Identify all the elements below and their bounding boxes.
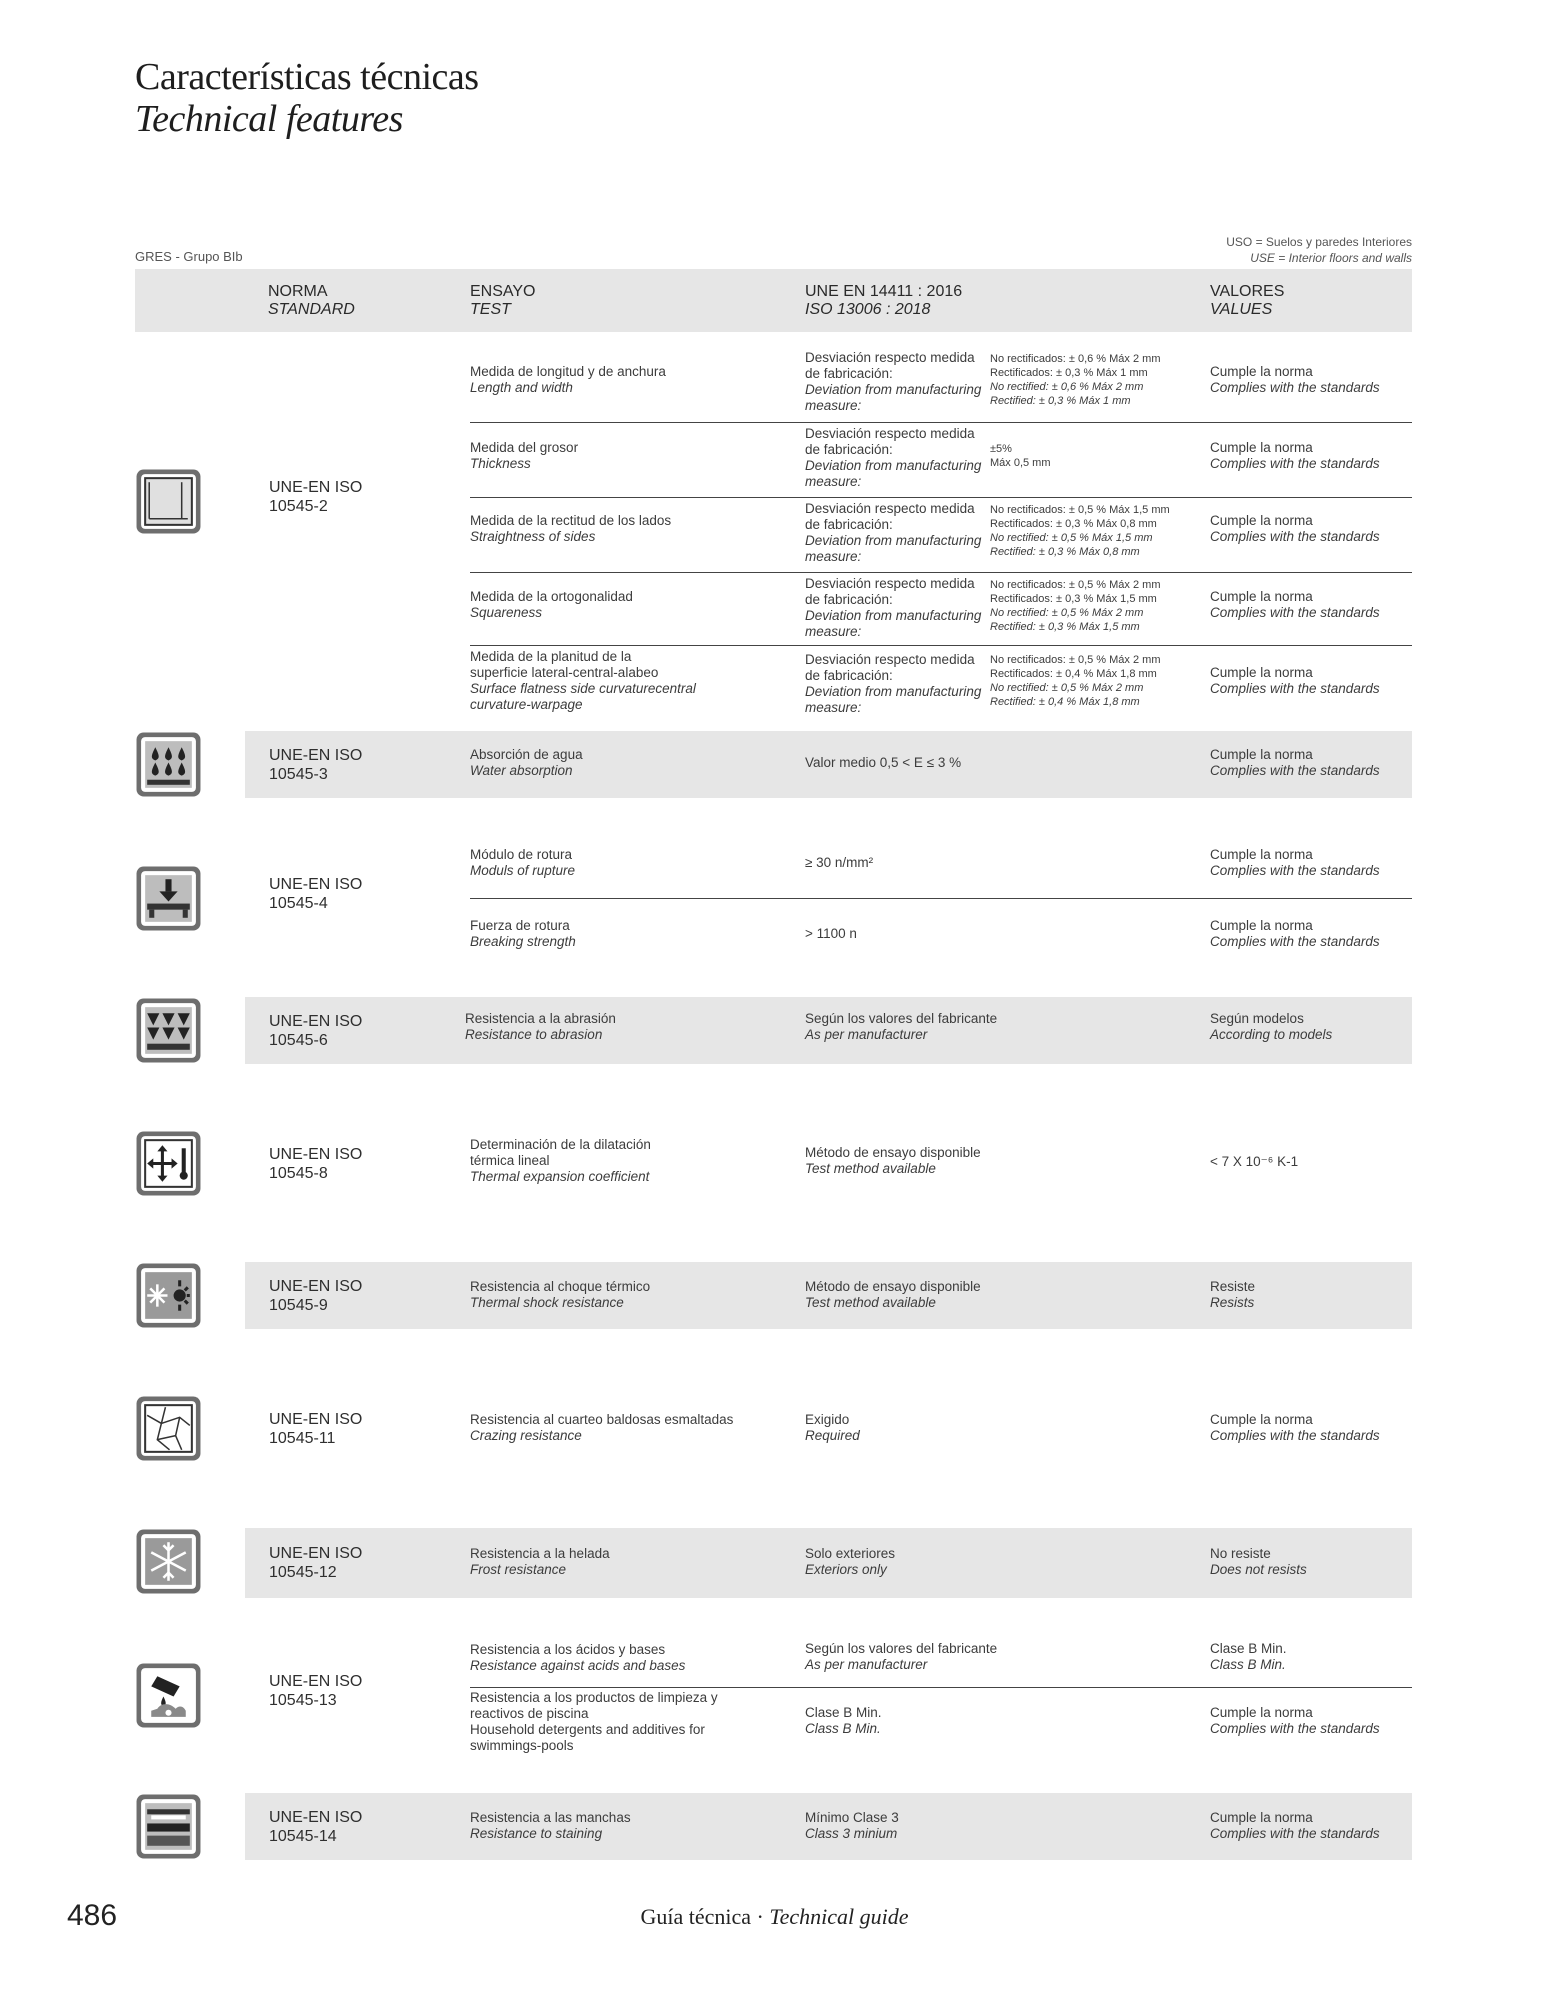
table-row	[135, 903, 1412, 963]
tolerance-detail	[990, 503, 1180, 559]
test-name-en: Thermal shock resistance	[470, 1295, 624, 1310]
header-valores-es: VALORES	[1210, 283, 1285, 300]
header-ensayo-es: ENSAYO	[470, 283, 536, 300]
requirement-es: Exigido	[805, 1412, 850, 1427]
test-name-es: Absorción de agua	[470, 747, 583, 762]
value-en: Complies with the standards	[1210, 934, 1380, 949]
deviation-es: Desviación respecto medida de fabricación:	[805, 426, 975, 457]
requirement-cell	[805, 1810, 1185, 1842]
tolerance-line: No rectified: ± 0,6 % Máx 2 mm	[990, 381, 1144, 393]
test-name-en: Thermal expansion coefficient	[470, 1169, 650, 1184]
test-name-es: Resistencia al cuarteo baldosas esmaltadas	[470, 1412, 734, 1427]
norma-label: UNE-EN ISO 10545-13	[269, 1673, 363, 1709]
test-name-es: Determinación de la dilatación	[470, 1137, 651, 1152]
value-en: Complies with the standards	[1210, 1826, 1380, 1841]
requirement-es: Mínimo Clase 3	[805, 1810, 899, 1825]
tolerance-line: No rectificados: ± 0,5 % Máx 1,5 mm	[990, 504, 1170, 516]
value-es: Resiste	[1210, 1279, 1256, 1294]
requirement-es: Clase B Min.	[805, 1705, 882, 1720]
tolerance-line: Rectified: ± 0,4 % Máx 1,8 mm	[990, 696, 1140, 708]
tolerance-line: Rectified: ± 0,3 % Máx 1,5 mm	[990, 621, 1140, 633]
tolerance-line: Rectified: ± 0,3 % Máx 1 mm	[990, 395, 1131, 407]
value-cell	[1210, 665, 1410, 697]
test-name-es: Resistencia a la abrasión	[465, 1011, 616, 1026]
test-name	[470, 1137, 790, 1185]
value-en: Complies with the standards	[1210, 529, 1380, 544]
tolerance-detail	[990, 653, 1180, 709]
staining-icon	[135, 1793, 202, 1860]
tolerance-line: Rectificados: ± 0,4 % Máx 1,8 mm	[990, 668, 1157, 680]
requirement-es: Según los valores del fabricante	[805, 1011, 998, 1026]
use-note	[1226, 234, 1412, 266]
test-name-es: Medida de la ortogonalidad	[470, 589, 633, 604]
test-name-en: swimmings-pools	[470, 1738, 574, 1753]
header-une-en: ISO 13006 : 2018	[805, 301, 931, 318]
norma-label: UNE-EN ISO 10545-9	[269, 1278, 363, 1314]
requirement-es: Solo exteriores	[805, 1546, 896, 1561]
deviation-es: Desviación respecto medida de fabricación:	[805, 501, 975, 532]
test-name-en: Straightness of sides	[470, 529, 596, 544]
use-es: USO = Suelos y paredes Interiores	[1226, 235, 1412, 249]
value-es: Cumple la norma	[1210, 747, 1313, 762]
value-en: Complies with the standards	[1210, 1721, 1380, 1736]
requirement-es: Método de ensayo disponible	[805, 1145, 981, 1160]
table-row	[135, 576, 1412, 638]
row-divider	[470, 422, 1412, 423]
value-cell	[1210, 1810, 1410, 1842]
test-name	[470, 589, 790, 621]
norma-label: UNE-EN ISO 10545-4	[269, 876, 363, 912]
norma-label: UNE-EN ISO 10545-12	[269, 1545, 363, 1581]
test-name	[470, 513, 790, 545]
table-row	[135, 426, 1412, 488]
test-name	[470, 1412, 790, 1444]
deviation-label	[805, 350, 985, 414]
test-name-es: Fuerza de rotura	[470, 918, 570, 933]
header-norma	[268, 283, 355, 319]
table-row	[135, 350, 1412, 412]
value-cell	[1210, 747, 1410, 779]
tolerance-detail	[990, 578, 1180, 634]
test-group-10545-8	[135, 1130, 1412, 1197]
abrasion-icon	[135, 997, 202, 1064]
test-name-es: térmica lineal	[470, 1153, 550, 1168]
requirement-en: Class 3 minium	[805, 1826, 898, 1841]
deviation-label	[805, 426, 985, 490]
norma-label: UNE-EN ISO 10545-2	[269, 479, 363, 515]
test-name	[470, 1690, 790, 1754]
frost-icon	[135, 1528, 202, 1595]
test-name-en: Water absorption	[470, 763, 573, 778]
test-name-en: Resistance against acids and bases	[470, 1658, 686, 1673]
test-name-es: Resistencia a los ácidos y bases	[470, 1642, 666, 1657]
table-row	[135, 649, 1412, 717]
value-cell	[1210, 1641, 1410, 1673]
value-cell	[1210, 1546, 1410, 1578]
value-cell: < 7 X 10⁻⁶ K-1	[1210, 1154, 1299, 1169]
value-cell	[1210, 847, 1410, 879]
test-name-es: Resistencia a la helada	[470, 1546, 610, 1561]
value-cell	[1210, 1279, 1410, 1311]
table-header	[135, 269, 1412, 332]
test-name-en: Thickness	[470, 456, 531, 471]
value-es: Cumple la norma	[1210, 364, 1313, 379]
norma-label: UNE-EN ISO 10545-11	[269, 1411, 363, 1447]
deviation-en: Deviation from manufacturing measure:	[805, 533, 982, 564]
test-name-en: Moduls of rupture	[470, 863, 576, 878]
test-name-es: Módulo de rotura	[470, 847, 573, 862]
value-cell	[1210, 918, 1410, 950]
test-name-en: Household detergents and additives for	[470, 1722, 705, 1737]
tolerance-line: No rectificados: ± 0,5 % Máx 2 mm	[990, 654, 1161, 666]
test-group-10545-13	[135, 1628, 1412, 1768]
value-en: Complies with the standards	[1210, 456, 1380, 471]
test-name	[470, 918, 790, 950]
header-une-es: UNE EN 14411 : 2016	[805, 283, 963, 300]
thermal-expansion-icon	[135, 1130, 202, 1197]
material-group-label: GRES - Grupo BIb	[135, 249, 243, 264]
header-norma-es: NORMA	[268, 283, 328, 300]
value-cell	[1210, 440, 1410, 472]
norma-label: UNE-EN ISO 10545-6	[269, 1013, 363, 1049]
test-name-es: Resistencia al choque térmico	[470, 1279, 651, 1294]
header-norma-en: STANDARD	[268, 301, 355, 318]
value-cell	[1210, 589, 1410, 621]
table-row	[135, 501, 1412, 563]
test-name	[470, 440, 790, 472]
test-name-en: Length and width	[470, 380, 573, 395]
test-name-es: Medida del grosor	[470, 440, 579, 455]
test-name-en: Resistance to abrasion	[465, 1027, 603, 1042]
tolerance-line: No rectificados: ± 0,6 % Máx 2 mm	[990, 353, 1161, 365]
value-cell	[1210, 364, 1410, 396]
value-en: Complies with the standards	[1210, 763, 1380, 778]
test-group-10545-3	[135, 731, 1412, 798]
header-valores-en: VALUES	[1210, 301, 1273, 318]
value-es: Cumple la norma	[1210, 1705, 1313, 1720]
value-en: According to models	[1210, 1027, 1333, 1042]
test-name-es: Medida de la rectitud de los lados	[470, 513, 672, 528]
requirement-cell	[805, 1546, 1185, 1578]
deviation-en: Deviation from manufacturing measure:	[805, 684, 982, 715]
row-divider	[470, 1687, 1412, 1688]
test-name	[470, 1546, 790, 1578]
value-es: Cumple la norma	[1210, 1412, 1313, 1427]
test-name	[470, 747, 790, 779]
test-group-10545-4	[135, 835, 1412, 965]
test-name-en: Crazing resistance	[470, 1428, 582, 1443]
value-cell	[1210, 513, 1410, 545]
test-group-10545-9	[135, 1262, 1412, 1329]
requirement-en: As per manufacturer	[805, 1027, 928, 1042]
test-group-10545-6	[135, 997, 1412, 1064]
row-divider	[470, 572, 1412, 573]
test-name-es: Medida de longitud y de anchura	[470, 364, 666, 379]
water-drops-icon	[135, 731, 202, 798]
deviation-es: Desviación respecto medida de fabricación:	[805, 350, 975, 381]
value-en: Resists	[1210, 1295, 1255, 1310]
row-divider	[470, 898, 1412, 899]
value-es: Cumple la norma	[1210, 440, 1313, 455]
value-en: Complies with the standards	[1210, 605, 1380, 620]
deviation-label	[805, 501, 985, 565]
value-cell	[1210, 1011, 1410, 1043]
value-es: Cumple la norma	[1210, 665, 1313, 680]
tolerance-line: No rectified: ± 0,5 % Máx 1,5 mm	[990, 532, 1153, 544]
thermal-shock-icon	[135, 1262, 202, 1329]
test-name	[470, 1279, 790, 1311]
deviation-es: Desviación respecto medida de fabricación:	[805, 576, 975, 607]
footer-guide-es: Guía técnica ·	[640, 1904, 764, 1929]
requirement-cell	[805, 1011, 1185, 1043]
value-es: Cumple la norma	[1210, 513, 1313, 528]
value-en: Complies with the standards	[1210, 1428, 1380, 1443]
requirement-en: Test method available	[805, 1161, 936, 1176]
test-name-en: Frost resistance	[470, 1562, 567, 1577]
value-es: Cumple la norma	[1210, 918, 1313, 933]
tolerance-line: No rectificados: ± 0,5 % Máx 2 mm	[990, 579, 1161, 591]
requirement-en: Test method available	[805, 1295, 936, 1310]
value-es: No resiste	[1210, 1546, 1271, 1561]
header-une	[805, 283, 962, 319]
deviation-en: Deviation from manufacturing measure:	[805, 382, 982, 413]
test-name-en: Breaking strength	[470, 934, 576, 949]
use-en: USE = Interior floors and walls	[1250, 251, 1412, 265]
test-name	[470, 1810, 790, 1842]
deviation-en: Deviation from manufacturing measure:	[805, 608, 982, 639]
test-name-en: curvature-warpage	[470, 697, 583, 712]
test-name-es: Medida de la planitud de la	[470, 649, 632, 664]
test-name-es: Resistencia a los productos de limpieza y	[470, 1690, 718, 1705]
footer-guide	[0, 1904, 1549, 1930]
value-en: Complies with the standards	[1210, 863, 1380, 878]
requirement-cell	[805, 1705, 1185, 1737]
footer-guide-en: Technical guide	[769, 1904, 909, 1929]
deviation-en: Deviation from manufacturing measure:	[805, 458, 982, 489]
test-name-es: Resistencia a las manchas	[470, 1810, 631, 1825]
deviation-label	[805, 652, 985, 716]
test-name	[470, 1642, 790, 1674]
value-en: Does not resists	[1210, 1562, 1307, 1577]
requirement-cell	[805, 1641, 1185, 1673]
value-en: Complies with the standards	[1210, 380, 1380, 395]
test-group-10545-11	[135, 1395, 1412, 1462]
value-es: Según modelos	[1210, 1011, 1304, 1026]
value-es: Cumple la norma	[1210, 847, 1313, 862]
requirement-cell	[805, 1279, 1185, 1311]
norma-label: UNE-EN ISO 10545-3	[269, 747, 363, 783]
tolerance-line: Máx 0,5 mm	[990, 457, 1051, 469]
requirement-es: Método de ensayo disponible	[805, 1279, 981, 1294]
test-group-10545-12	[135, 1528, 1412, 1598]
requirement-cell	[805, 1145, 1185, 1177]
title-en: Technical features	[135, 98, 403, 140]
requirement-en: Class B Min.	[805, 1721, 881, 1736]
requirement-en: Required	[805, 1428, 860, 1443]
test-name-es: reactivos de piscina	[470, 1706, 589, 1721]
tolerance-line: No rectified: ± 0,5 % Máx 2 mm	[990, 682, 1144, 694]
tolerance-line: ±5%	[990, 443, 1012, 455]
test-name-en: Squareness	[470, 605, 543, 620]
norma-label: UNE-EN ISO 10545-8	[269, 1146, 363, 1182]
test-name-en: Resistance to staining	[470, 1826, 603, 1841]
crazing-icon	[135, 1395, 202, 1462]
row-divider	[470, 497, 1412, 498]
tolerance-line: Rectificados: ± 0,3 % Máx 0,8 mm	[990, 518, 1157, 530]
page-number: 486	[67, 1899, 118, 1932]
requirement-es: Según los valores del fabricante	[805, 1641, 998, 1656]
deviation-es: Desviación respecto medida de fabricación:	[805, 652, 975, 683]
tolerance-line: Rectificados: ± 0,3 % Máx 1,5 mm	[990, 593, 1157, 605]
value-es: Cumple la norma	[1210, 1810, 1313, 1825]
test-group-10545-2	[135, 340, 1412, 715]
table-row	[135, 1690, 1412, 1762]
test-name-es: superficie lateral-central-alabeo	[470, 665, 659, 680]
test-name	[470, 364, 790, 396]
test-name	[470, 847, 790, 879]
test-name	[470, 649, 790, 713]
value-cell	[1210, 1412, 1410, 1444]
norma-label: UNE-EN ISO 10545-14	[269, 1809, 363, 1845]
test-name	[465, 1011, 785, 1043]
tolerance-line: Rectified: ± 0,3 % Máx 0,8 mm	[990, 546, 1140, 558]
table-row	[135, 1628, 1412, 1683]
page-title	[135, 56, 479, 140]
tolerance-detail	[990, 352, 1180, 408]
tolerance-line: No rectified: ± 0,5 % Máx 2 mm	[990, 607, 1144, 619]
test-name-en: Surface flatness side curvaturecentral	[470, 681, 696, 696]
value-cell	[1210, 1705, 1410, 1737]
table-row	[135, 835, 1412, 895]
value-en: Class B Min.	[1210, 1657, 1286, 1672]
requirement-en: As per manufacturer	[805, 1657, 928, 1672]
value-en: Complies with the standards	[1210, 681, 1380, 696]
test-group-10545-14	[135, 1793, 1412, 1860]
deviation-label	[805, 576, 985, 640]
requirement-cell: > 1100 n	[805, 926, 857, 941]
requirement-cell	[805, 1412, 1185, 1444]
requirement-en: Exteriors only	[805, 1562, 887, 1577]
header-ensayo	[470, 283, 536, 319]
tolerance-line: Rectificados: ± 0,3 % Máx 1 mm	[990, 367, 1148, 379]
header-ensayo-en: TEST	[470, 301, 511, 318]
value-es: Clase B Min.	[1210, 1641, 1287, 1656]
header-valores	[1210, 283, 1284, 319]
requirement-cell: ≥ 30 n/mm²	[805, 855, 874, 870]
value-es: Cumple la norma	[1210, 589, 1313, 604]
tolerance-detail	[990, 442, 1180, 470]
requirement-cell: Valor medio 0,5 < E ≤ 3 %	[805, 755, 962, 770]
row-divider	[470, 645, 1412, 646]
title-es: Características técnicas	[135, 56, 479, 98]
